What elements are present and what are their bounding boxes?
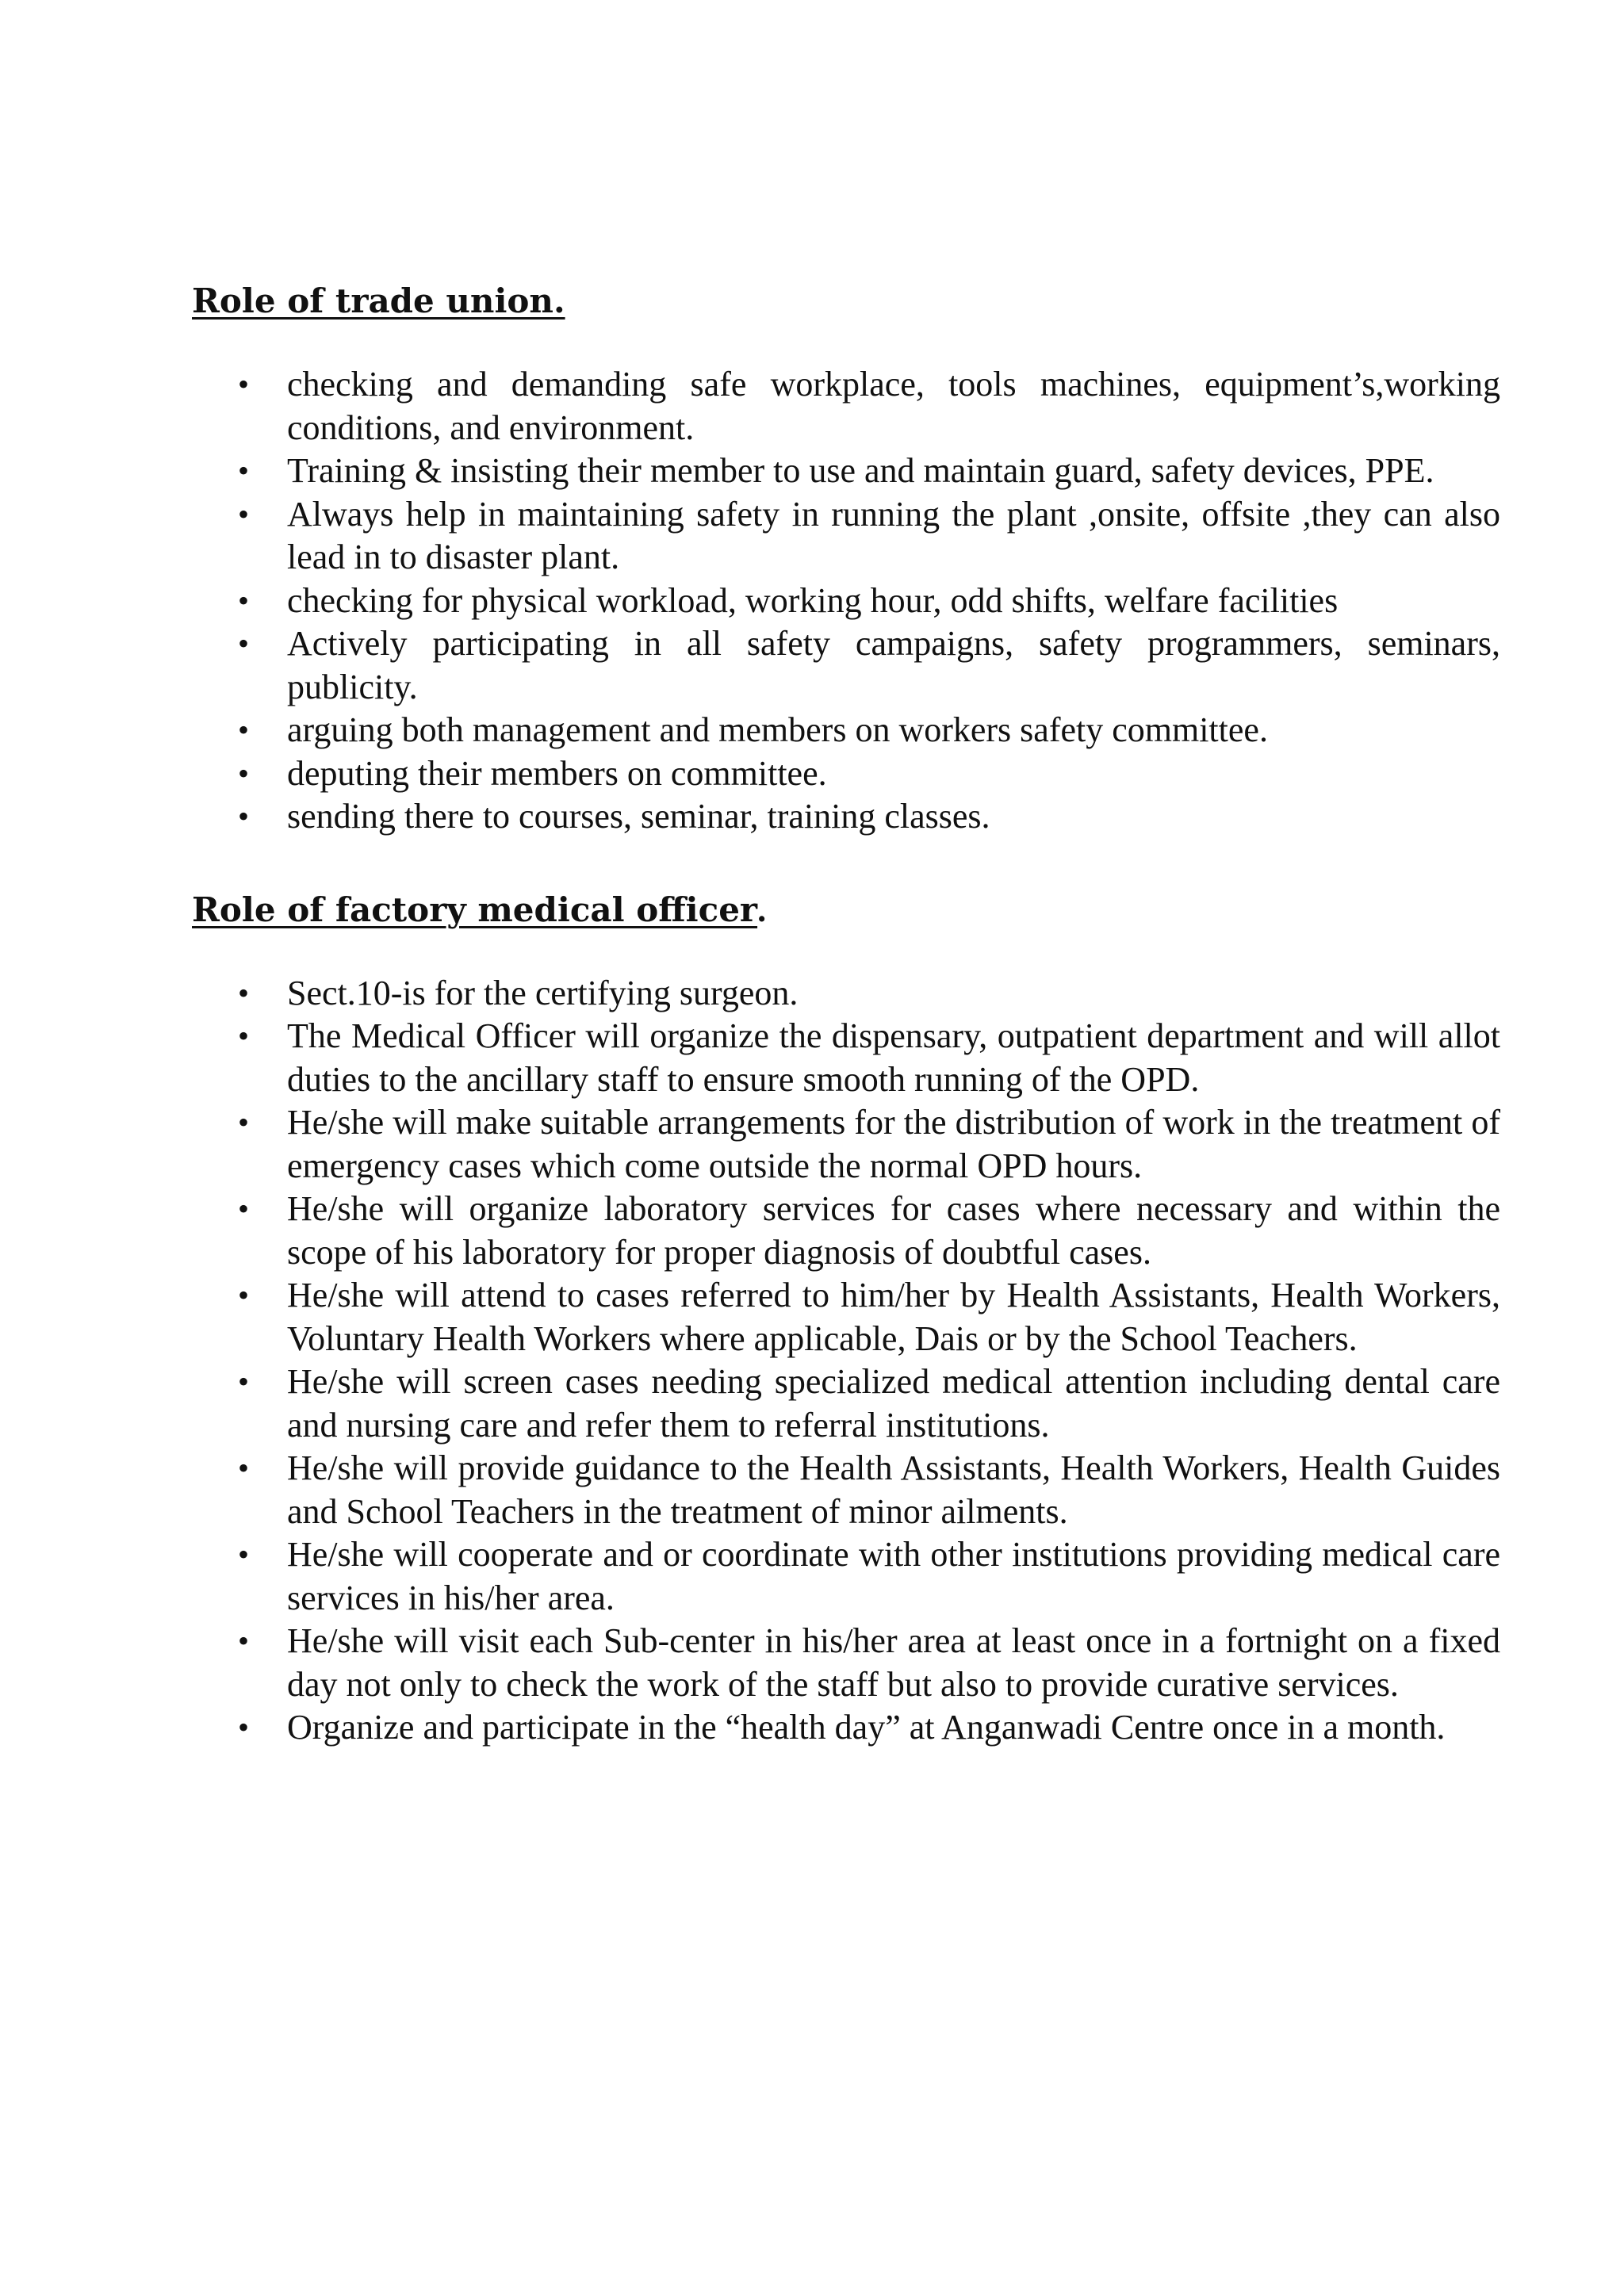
list-item (192, 1360, 1500, 1447)
list-item-text: Sect.10-is for the certifying surgeon. (287, 973, 799, 1012)
list-item-text: He/she will attend to cases referred to him/her by Health Assistants, Health Workers, Voluntary Health Workers where applicable, Dais or by the School Teachers. (287, 1276, 1500, 1358)
list-item-text: He/she will organize laboratory services for cases where necessary and within the scope of his laboratory for proper diagnosis of doubtful cases. (287, 1189, 1500, 1272)
bullet-icon: • (238, 755, 250, 791)
bullet-icon: • (238, 712, 250, 748)
trade-union-list (192, 363, 1500, 839)
section-heading-medical-officer (192, 886, 1500, 934)
bullet-icon: • (238, 453, 250, 488)
bullet-icon: • (238, 496, 250, 532)
list-item-text: Organize and participate in the “health day” at Anganwadi Centre once in a month. (287, 1708, 1446, 1747)
list-item (192, 622, 1500, 709)
list-item-text: He/she will provide guidance to the Health Assistants, Health Workers, Health Guides and School Teachers in the treatment of minor ailments. (287, 1448, 1500, 1531)
list-item-text: Always help in maintaining safety in running the plant ,onsite, offsite ,they can also lead in to disaster plant. (287, 494, 1500, 576)
heading-title: Role of trade union. (192, 281, 565, 320)
document-page (192, 277, 1500, 1750)
list-item-text: sending there to courses, seminar, training classes. (287, 797, 990, 836)
list-item (192, 1447, 1500, 1533)
list-item (192, 709, 1500, 752)
list-item (192, 580, 1500, 623)
list-item (192, 1101, 1500, 1188)
list-item-text: He/she will make suitable arrangements for the distribution of work in the treatment of emergency cases which come outside the normal OPD hours. (287, 1103, 1500, 1185)
list-item (192, 972, 1500, 1016)
list-item-text: He/she will cooperate and or coordinate with other institutions providing medical care services in his/her area. (287, 1535, 1500, 1617)
list-item (192, 493, 1500, 580)
bullet-icon: • (238, 1018, 250, 1054)
list-item-text: deputing their members on committee. (287, 753, 827, 793)
bullet-icon: • (238, 974, 250, 1011)
bullet-icon: • (238, 1364, 250, 1399)
list-item (192, 1533, 1500, 1620)
bullet-icon: • (238, 798, 250, 834)
list-item-text: Actively participating in all safety campaigns, safety programmers, seminars, publicity. (287, 624, 1500, 706)
bullet-icon: • (238, 366, 250, 402)
list-item-text: checking and demanding safe workplace, tools machines, equipment’s,working conditions, and environment. (287, 365, 1500, 447)
bullet-icon: • (238, 1709, 250, 1745)
list-item (192, 1706, 1500, 1750)
list-item (192, 795, 1500, 839)
bullet-icon: • (238, 1191, 250, 1226)
list-item (192, 1188, 1500, 1274)
list-item (192, 450, 1500, 493)
bullet-icon: • (238, 1104, 250, 1140)
list-item (192, 363, 1500, 450)
list-item (192, 1274, 1500, 1360)
list-item-text: arguing both management and members on workers safety committee. (287, 710, 1268, 749)
list-item (192, 752, 1500, 796)
heading-suffix: . (757, 890, 767, 929)
bullet-icon: • (238, 1536, 250, 1572)
bullet-icon: • (238, 1623, 250, 1659)
list-item-text: He/she will screen cases needing specialized medical attention including dental care and nursing care and refer them to referral institutions. (287, 1362, 1500, 1445)
list-item-text: checking for physical workload, working hour, odd shifts, welfare facilities (287, 580, 1339, 620)
medical-officer-list (192, 972, 1500, 1750)
list-item-text: Training & insisting their member to use and maintain guard, safety devices, PPE. (287, 451, 1434, 490)
section-heading-trade-union (192, 277, 1500, 325)
heading-title: Role of factory medical officer (192, 890, 758, 929)
bullet-icon: • (238, 582, 250, 618)
bullet-icon: • (238, 1450, 250, 1486)
list-item-text: He/she will visit each Sub-center in his/her area at least once in a fortnight on a fixed day not only to check the work of the staff but also to provide curative services. (287, 1621, 1500, 1704)
list-item (192, 1015, 1500, 1101)
list-item-text: The Medical Officer will organize the dispensary, outpatient department and will allot duties to the ancillary staff to ensure smooth running of the OPD. (287, 1016, 1500, 1099)
bullet-icon: • (238, 626, 250, 661)
list-item (192, 1620, 1500, 1706)
bullet-icon: • (238, 1277, 250, 1313)
